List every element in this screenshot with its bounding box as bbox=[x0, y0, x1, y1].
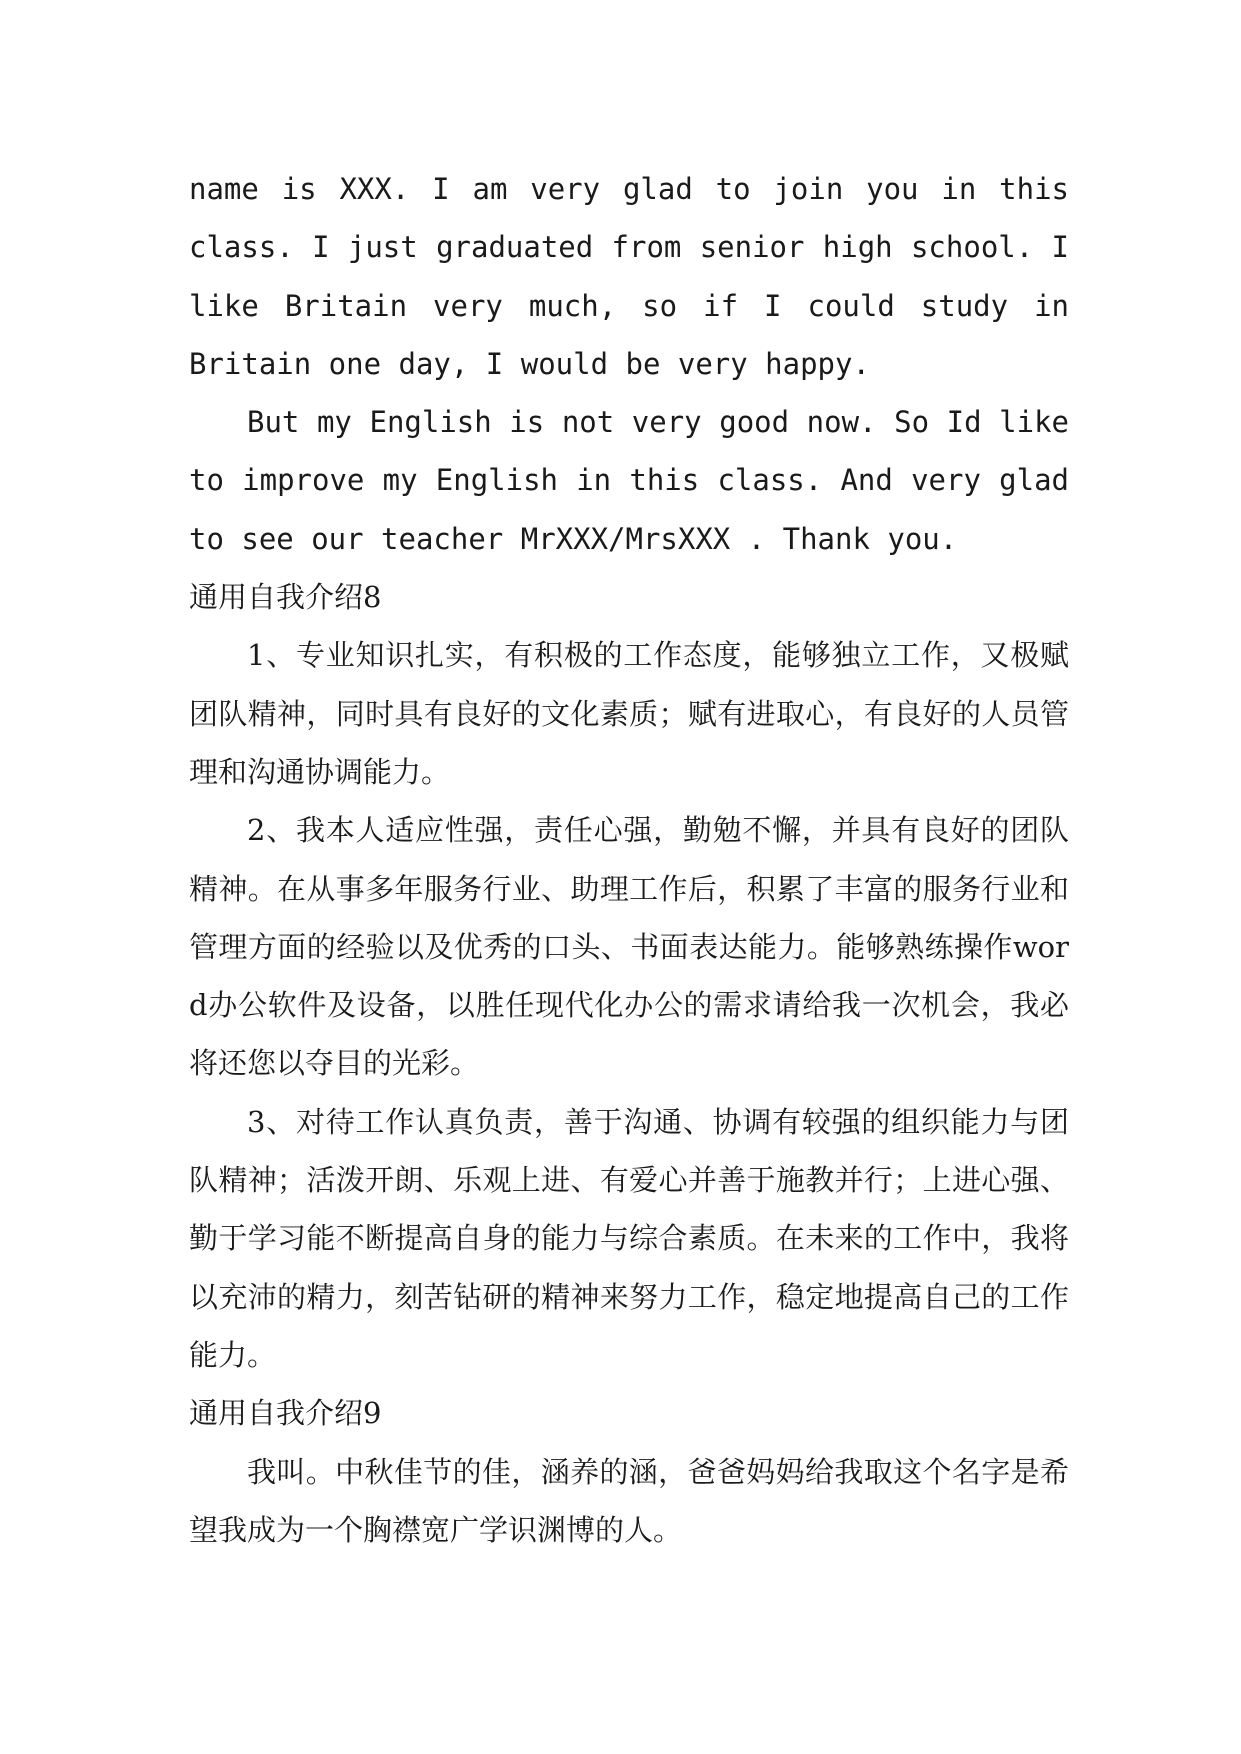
document-page bbox=[189, 160, 1069, 1559]
paragraph-english-closing: But my English is not very good now. So Id like to improve my English in this class. And very glad to see our teacher MrXXX/MrsXXX . Thank you. bbox=[189, 405, 1069, 556]
paragraph-english-intro: name is XXX. I am very glad to join you in this class. I just graduated from senior high school. I like Britain very much, so if I could study in Britain one day, I would be very happy. bbox=[189, 172, 1069, 381]
paragraph-point-1: 1、专业知识扎实，有积极的工作态度，能够独立工作，又极赋团队精神，同时具有良好的文化素质；赋有进取心，有良好的人员管理和沟通协调能力。 bbox=[189, 638, 1069, 789]
paragraph-point-3: 3、对待工作认真负责，善于沟通、协调有较强的组织能力与团队精神；活泼开朗、乐观上进、有爱心并善于施教并行；上进心强、勤于学习能不断提高自身的能力与综合素质。在未来的工作中，我将以充沛的精力，刻苦钻研的精神来努力工作，稳定地提高自己的工作能力。 bbox=[189, 1104, 1069, 1372]
section-heading-9: 通用自我介绍9 bbox=[189, 1396, 382, 1431]
paragraph-point-2: 2、我本人适应性强，责任心强，勤勉不懈，并具有良好的团队精神。在从事多年服务行业、助理工作后，积累了丰富的服务行业和管理方面的经验以及优秀的口头、书面表达能力。能够熟练操作word办公软件及设备，以胜任现代化办公的需求请给我一次机会，我必将还您以夺目的光彩。 bbox=[189, 813, 1069, 1081]
section-heading-8: 通用自我介绍8 bbox=[189, 580, 382, 615]
paragraph-name-intro: 我叫。中秋佳节的佳，涵养的涵，爸爸妈妈给我取这个名字是希望我成为一个胸襟宽广学识渊博的人。 bbox=[189, 1454, 1069, 1547]
